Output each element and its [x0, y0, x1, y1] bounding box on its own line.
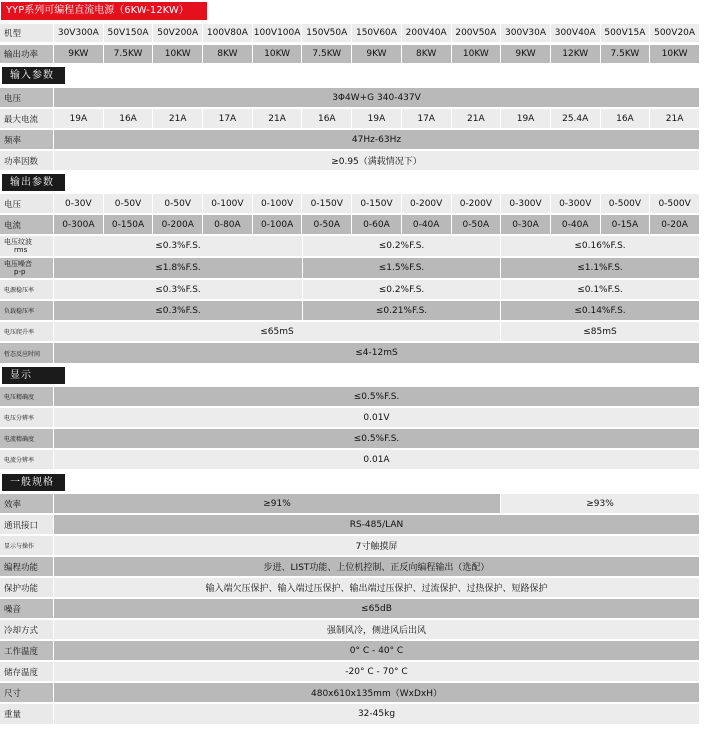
- power-cell: 10KW: [452, 45, 502, 63]
- op-temp-value: 0° C - 40° C: [54, 641, 700, 660]
- model-cell: 100V100A: [253, 24, 303, 42]
- storage-temp-row: [0, 662, 700, 681]
- ripple-value: ≤0.16%F.S.: [501, 236, 700, 256]
- ripple-label-main: 电压纹波: [4, 238, 32, 246]
- power-cell: 9KW: [501, 45, 551, 63]
- output-current-label: 电流: [0, 215, 54, 234]
- input-pf-label: 功率因数: [0, 151, 54, 170]
- v-res-value: 0.01V: [54, 408, 700, 427]
- model-cell: 30V300A: [54, 24, 104, 42]
- noise-label-main: 电压噪音: [4, 260, 32, 268]
- input-voltage-label: 电压: [0, 88, 54, 107]
- protect-value: 输入端欠压保护、输入端过压保护、输出端过压保护、过流保护、过热保护、短路保护: [54, 578, 700, 597]
- output-voltage-cell: 0-200V: [402, 194, 452, 213]
- load-reg-value: ≤0.14%F.S.: [501, 301, 700, 320]
- input-current-cell: 19A: [501, 109, 551, 128]
- output-current-cell: 0-50A: [302, 215, 352, 234]
- efficiency-value: ≥91%: [54, 494, 501, 513]
- v-acc-label: 电压精确度: [0, 387, 54, 406]
- prog-value: 步进、LIST功能、上位机控制、正反向编程输出（选配）: [54, 557, 700, 576]
- rise-value: ≤65mS: [54, 322, 501, 341]
- weight-row: [0, 704, 700, 724]
- comm-label: 通讯接口: [0, 515, 54, 534]
- input-freq-row: [0, 130, 700, 149]
- rise-value: ≤85mS: [501, 322, 700, 341]
- model-row: [0, 24, 700, 42]
- size-label: 尺寸: [0, 683, 54, 702]
- i-acc-row: [0, 429, 700, 448]
- line-reg-label: 电源稳压率: [0, 280, 54, 299]
- ripple-value: ≤0.2%F.S.: [303, 236, 501, 256]
- protect-row: [0, 578, 700, 597]
- input-current-cell: 19A: [352, 109, 402, 128]
- i-acc-value: ≤0.5%F.S.: [54, 429, 700, 448]
- output-voltage-cell: 0-50V: [153, 194, 203, 213]
- output-voltage-cell: 0-300V: [551, 194, 601, 213]
- power-cell: 7.5KW: [601, 45, 651, 63]
- size-row: [0, 683, 700, 702]
- output-current-cell: 0-200A: [153, 215, 203, 234]
- output-current-cell: 0-30A: [501, 215, 551, 234]
- i-acc-label: 电流精确度: [0, 429, 54, 448]
- display-op-row: [0, 536, 700, 555]
- model-cell: 300V30A: [501, 24, 551, 42]
- load-reg-row: [0, 301, 700, 320]
- section-input: 输入参数: [2, 67, 65, 84]
- prog-row: [0, 557, 700, 576]
- cooling-label: 冷却方式: [0, 620, 54, 639]
- power-cell: 10KW: [253, 45, 303, 63]
- noise-row: [0, 258, 700, 278]
- i-res-row: [0, 450, 700, 469]
- size-value: 480x610x135mm（WxDxH）: [54, 683, 700, 702]
- i-res-label: 电流分辨率: [0, 450, 54, 469]
- power-cell: 7.5KW: [104, 45, 154, 63]
- output-voltage-cell: 0-150V: [302, 194, 352, 213]
- display-op-value: 7寸触摸屏: [54, 536, 700, 555]
- input-current-cell: 21A: [153, 109, 203, 128]
- display-op-label: 显示与操作: [0, 536, 54, 555]
- comm-row: [0, 515, 700, 534]
- weight-value: 32-45kg: [54, 704, 700, 724]
- input-current-row: [0, 109, 700, 128]
- v-res-row: [0, 408, 700, 427]
- power-cell: 8KW: [402, 45, 452, 63]
- model-label: 机型: [0, 24, 54, 42]
- rise-label: 电压爬升率: [0, 322, 54, 341]
- line-reg-value: ≤0.3%F.S.: [54, 280, 303, 299]
- model-cell: 150V50A: [302, 24, 352, 42]
- model-cell: 50V200A: [153, 24, 203, 42]
- input-current-label: 最大电流: [0, 109, 54, 128]
- input-current-cell: 17A: [402, 109, 452, 128]
- output-voltage-cell: 0-30V: [54, 194, 104, 213]
- ripple-label-sub: rms: [14, 246, 28, 254]
- model-cell: 300V40A: [551, 24, 601, 42]
- noise-general-value: ≤65dB: [54, 599, 700, 618]
- comm-value: RS-485/LAN: [54, 515, 700, 534]
- load-reg-label: 负载稳压率: [0, 301, 54, 320]
- input-voltage-value: 3Φ4W+G 340-437V: [54, 88, 700, 107]
- input-current-cell: 21A: [452, 109, 502, 128]
- transient-label: 暂态反应时间: [0, 343, 54, 363]
- weight-label: 重量: [0, 704, 54, 724]
- model-cell: 500V15A: [601, 24, 651, 42]
- input-pf-row: [0, 151, 700, 170]
- output-voltage-label: 电压: [0, 194, 54, 213]
- input-freq-label: 频率: [0, 130, 54, 149]
- protect-label: 保护功能: [0, 578, 54, 597]
- output-voltage-cell: 0-50V: [104, 194, 154, 213]
- power-cell: 8KW: [203, 45, 253, 63]
- power-cell: 9KW: [352, 45, 402, 63]
- model-cell: 100V80A: [203, 24, 253, 42]
- section-display: 显示: [2, 367, 65, 384]
- output-voltage-cell: 0-200V: [452, 194, 502, 213]
- noise-general-row: [0, 599, 700, 618]
- output-voltage-cell: 0-100V: [203, 194, 253, 213]
- output-voltage-cell: 0-150V: [352, 194, 402, 213]
- power-cell: 9KW: [54, 45, 104, 63]
- line-reg-value: ≤0.2%F.S.: [303, 280, 501, 299]
- input-voltage-row: [0, 88, 700, 107]
- output-current-cell: 0-40A: [551, 215, 601, 234]
- power-cell: 10KW: [650, 45, 700, 63]
- output-voltage-cell: 0-500V: [601, 194, 651, 213]
- line-reg-row: [0, 280, 700, 299]
- model-cell: 500V20A: [650, 24, 700, 42]
- output-current-cell: 0-15A: [601, 215, 651, 234]
- noise-value: ≤1.8%F.S.: [54, 258, 303, 278]
- model-cell: 150V60A: [352, 24, 402, 42]
- power-cell: 7.5KW: [302, 45, 352, 63]
- page-title: YYP系列可编程直流电源（6KW-12KW）: [1, 2, 207, 20]
- power-cell: 10KW: [153, 45, 203, 63]
- output-voltage-row: [0, 194, 700, 213]
- section-output: 输出参数: [2, 174, 65, 191]
- input-current-cell: 16A: [601, 109, 651, 128]
- output-current-cell: 0-100A: [253, 215, 303, 234]
- input-current-cell: 21A: [253, 109, 303, 128]
- ripple-label: [0, 236, 54, 256]
- output-current-cell: 0-80A: [203, 215, 253, 234]
- prog-label: 编程功能: [0, 557, 54, 576]
- noise-label: [0, 258, 54, 278]
- efficiency-label: 效率: [0, 494, 54, 513]
- transient-row: [0, 343, 700, 363]
- input-current-cell: 25.4A: [551, 109, 601, 128]
- noise-value: ≤1.5%F.S.: [303, 258, 501, 278]
- ripple-value: ≤0.3%F.S.: [54, 236, 303, 256]
- noise-general-label: 噪音: [0, 599, 54, 618]
- output-current-row: [0, 215, 700, 234]
- power-cell: 12KW: [551, 45, 601, 63]
- v-res-label: 电压分辨率: [0, 408, 54, 427]
- v-acc-value: ≤0.5%F.S.: [54, 387, 700, 406]
- load-reg-value: ≤0.3%F.S.: [54, 301, 303, 320]
- input-current-cell: 17A: [203, 109, 253, 128]
- op-temp-row: [0, 641, 700, 660]
- model-cell: 50V150A: [104, 24, 154, 42]
- v-acc-row: [0, 387, 700, 406]
- output-current-cell: 0-40A: [402, 215, 452, 234]
- input-current-cell: 16A: [302, 109, 352, 128]
- input-current-cell: 21A: [650, 109, 700, 128]
- storage-temp-label: 储存温度: [0, 662, 54, 681]
- i-res-value: 0.01A: [54, 450, 700, 469]
- output-current-cell: 0-50A: [452, 215, 502, 234]
- op-temp-label: 工作温度: [0, 641, 54, 660]
- input-current-cell: 19A: [54, 109, 104, 128]
- model-cell: 200V50A: [452, 24, 502, 42]
- transient-value: ≤4-12mS: [54, 343, 700, 363]
- output-current-cell: 0-60A: [352, 215, 402, 234]
- power-label: 输出功率: [0, 45, 54, 63]
- line-reg-value: ≤0.1%F.S.: [501, 280, 700, 299]
- output-current-cell: 0-300A: [54, 215, 104, 234]
- power-row: [0, 45, 700, 63]
- rise-row: [0, 322, 700, 341]
- section-general: 一般规格: [2, 474, 65, 491]
- cooling-value: 强制风冷，侧进风后出风: [54, 620, 700, 639]
- storage-temp-value: -20° C - 70° C: [54, 662, 700, 681]
- output-voltage-cell: 0-500V: [650, 194, 700, 213]
- noise-value: ≤1.1%F.S.: [501, 258, 700, 278]
- model-cell: 200V40A: [402, 24, 452, 42]
- load-reg-value: ≤0.21%F.S.: [303, 301, 501, 320]
- output-voltage-cell: 0-100V: [253, 194, 303, 213]
- output-voltage-cell: 0-300V: [501, 194, 551, 213]
- input-current-cell: 16A: [104, 109, 154, 128]
- noise-label-sub: p-p: [14, 268, 26, 276]
- output-current-cell: 0-20A: [650, 215, 700, 234]
- input-pf-value: ≥0.95（满载情况下）: [54, 151, 700, 170]
- efficiency-row: [0, 494, 700, 513]
- input-freq-value: 47Hz-63Hz: [54, 130, 700, 149]
- ripple-row: [0, 236, 700, 256]
- cooling-row: [0, 620, 700, 639]
- output-current-cell: 0-150A: [104, 215, 154, 234]
- efficiency-value: ≥93%: [501, 494, 700, 513]
